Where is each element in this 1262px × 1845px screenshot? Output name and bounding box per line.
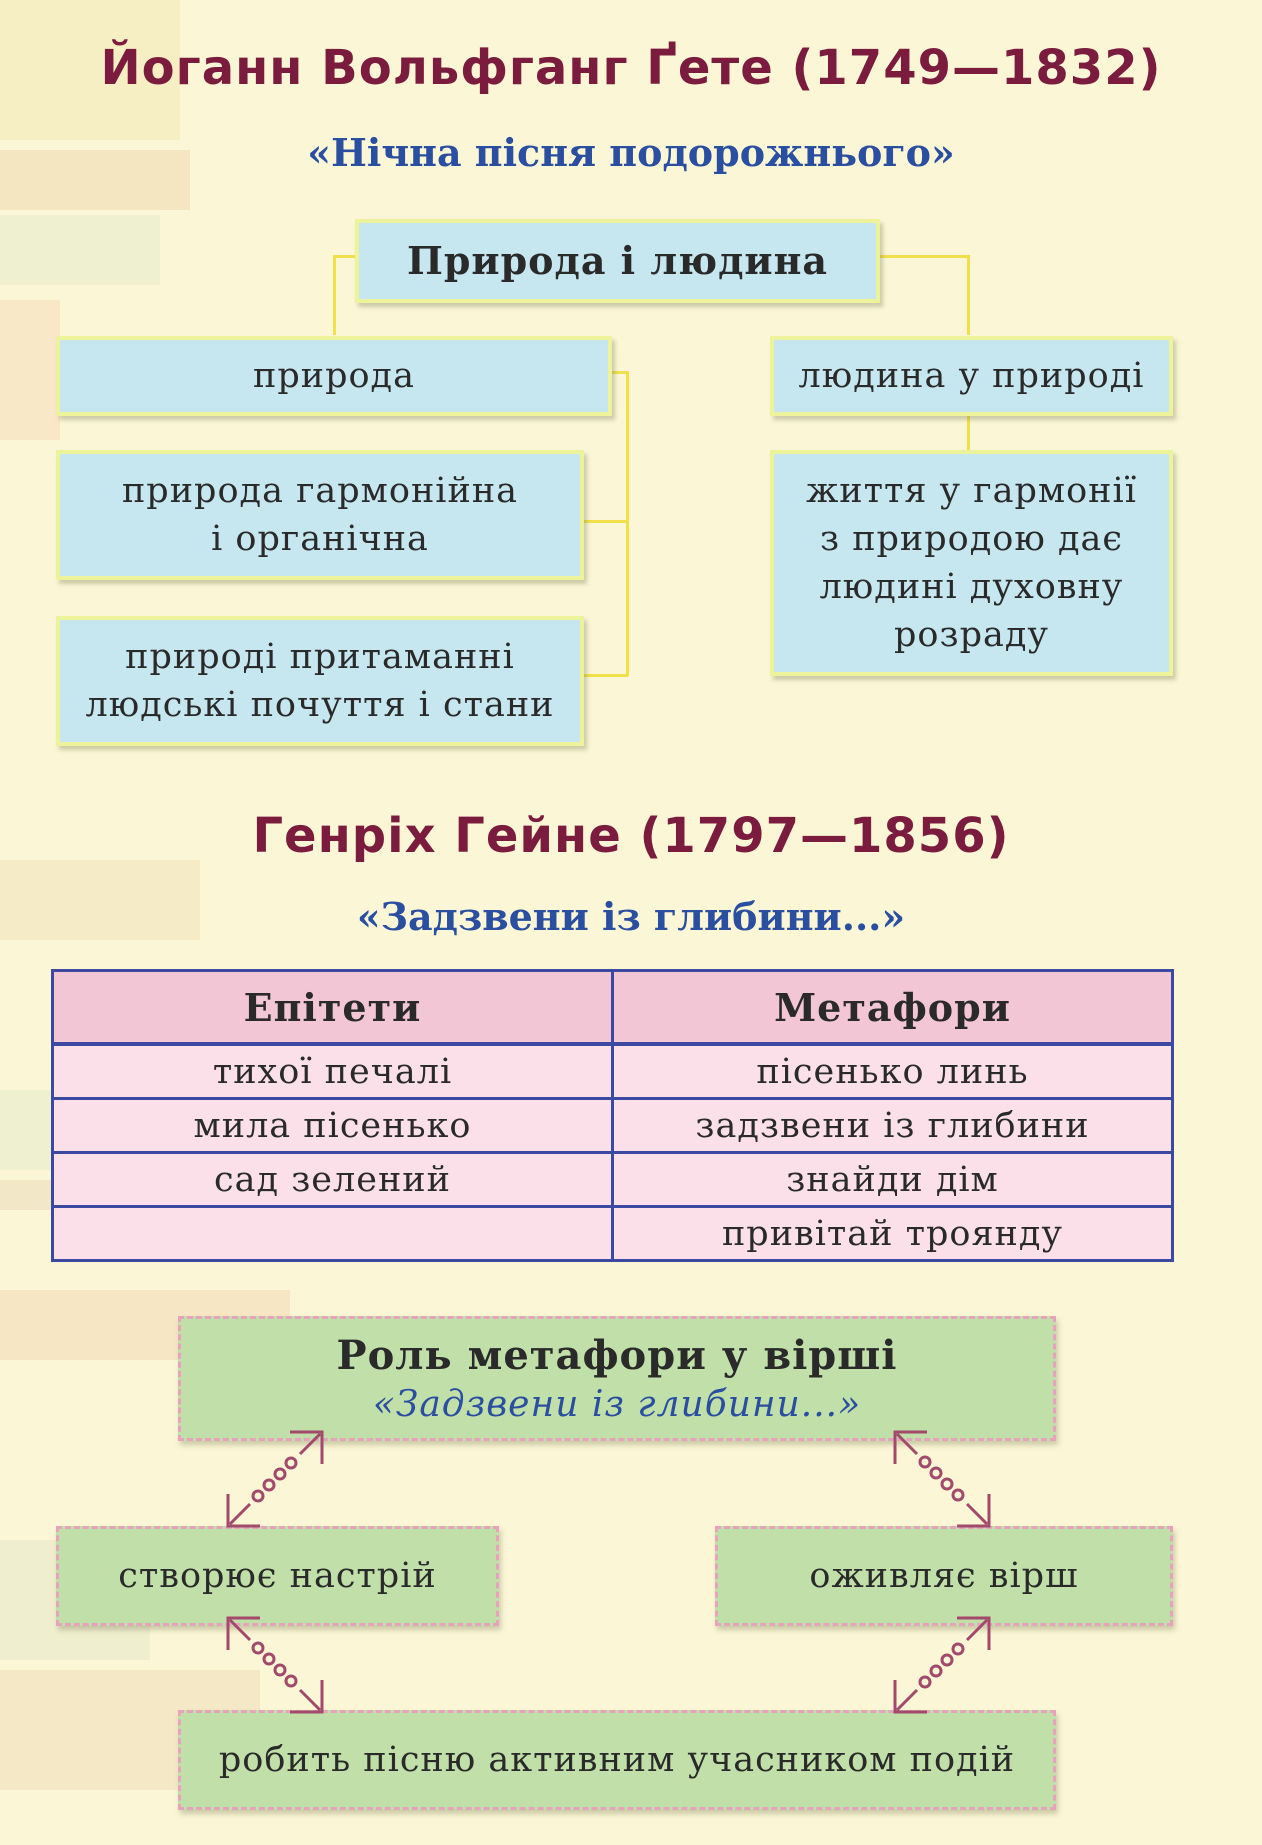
nature-item-label: природі притаманні людські почуття і стани	[85, 637, 555, 725]
table-row	[53, 1153, 1173, 1207]
table-cell: тихої печалі	[53, 1044, 613, 1099]
role-active-box	[178, 1710, 1056, 1810]
nature-item-box	[56, 616, 584, 746]
connector-line	[967, 412, 970, 452]
table-cell: пісенько линь	[613, 1044, 1173, 1099]
epithets-metaphors-table	[51, 969, 1174, 1262]
nature-item-label: природа гармонійна і органічна	[121, 471, 519, 559]
double-arrow-icon	[220, 1610, 330, 1720]
nature-header-box	[56, 336, 612, 416]
connector-line	[580, 674, 628, 677]
connector-line	[333, 255, 336, 335]
connector-line	[967, 255, 970, 335]
table-cell	[53, 1207, 613, 1261]
table-cell: знайди дім	[613, 1153, 1173, 1207]
table-row	[53, 1044, 1173, 1099]
table-row	[53, 1099, 1173, 1153]
connector-line	[880, 255, 970, 258]
nature-item-box	[56, 450, 584, 580]
connector-line	[626, 371, 629, 676]
table-header-cell: Метафори	[613, 971, 1173, 1045]
double-arrow-icon	[220, 1424, 330, 1534]
main-concept-label: Природа і людина	[406, 238, 829, 283]
table-cell: привітай троянду	[613, 1207, 1173, 1261]
role-title: Роль метафори у вірші	[336, 1331, 898, 1379]
double-arrow-icon	[887, 1610, 997, 1720]
table-row	[53, 1207, 1173, 1261]
double-arrow-icon	[887, 1424, 997, 1534]
table-cell: мила пісенько	[53, 1099, 613, 1153]
table-cell: сад зелений	[53, 1153, 613, 1207]
main-concept-box	[355, 219, 880, 303]
human-item-label: життя у гармонії з природою дає людині духовну розраду	[806, 471, 1137, 655]
table-header-row	[53, 971, 1173, 1045]
role-animate-label: оживляє вірш	[809, 1556, 1079, 1596]
human-item-box	[770, 450, 1173, 676]
nature-header-label: природа	[253, 356, 415, 396]
heine-poem-title: «Задзвени із глибини...»	[356, 894, 906, 939]
connector-line	[580, 520, 628, 523]
role-poem-title: «Задзвени із глибини...»	[372, 1383, 862, 1425]
table-header-cell: Епітети	[53, 971, 613, 1045]
goethe-poem-title: «Нічна пісня подорожнього»	[307, 130, 955, 175]
table-cell: задзвени із глибини	[613, 1099, 1173, 1153]
human-header-box	[770, 336, 1173, 416]
human-header-label: людина у природі	[798, 356, 1145, 396]
role-title-box	[178, 1316, 1056, 1441]
goethe-title: Йоганн Вольфганг Ґете (1749—1832)	[100, 40, 1162, 96]
role-active-label: робить пісню активним учасником подій	[218, 1740, 1016, 1780]
role-mood-label: створює настрій	[118, 1556, 437, 1596]
heine-title: Генріх Гейне (1797—1856)	[252, 808, 1010, 864]
